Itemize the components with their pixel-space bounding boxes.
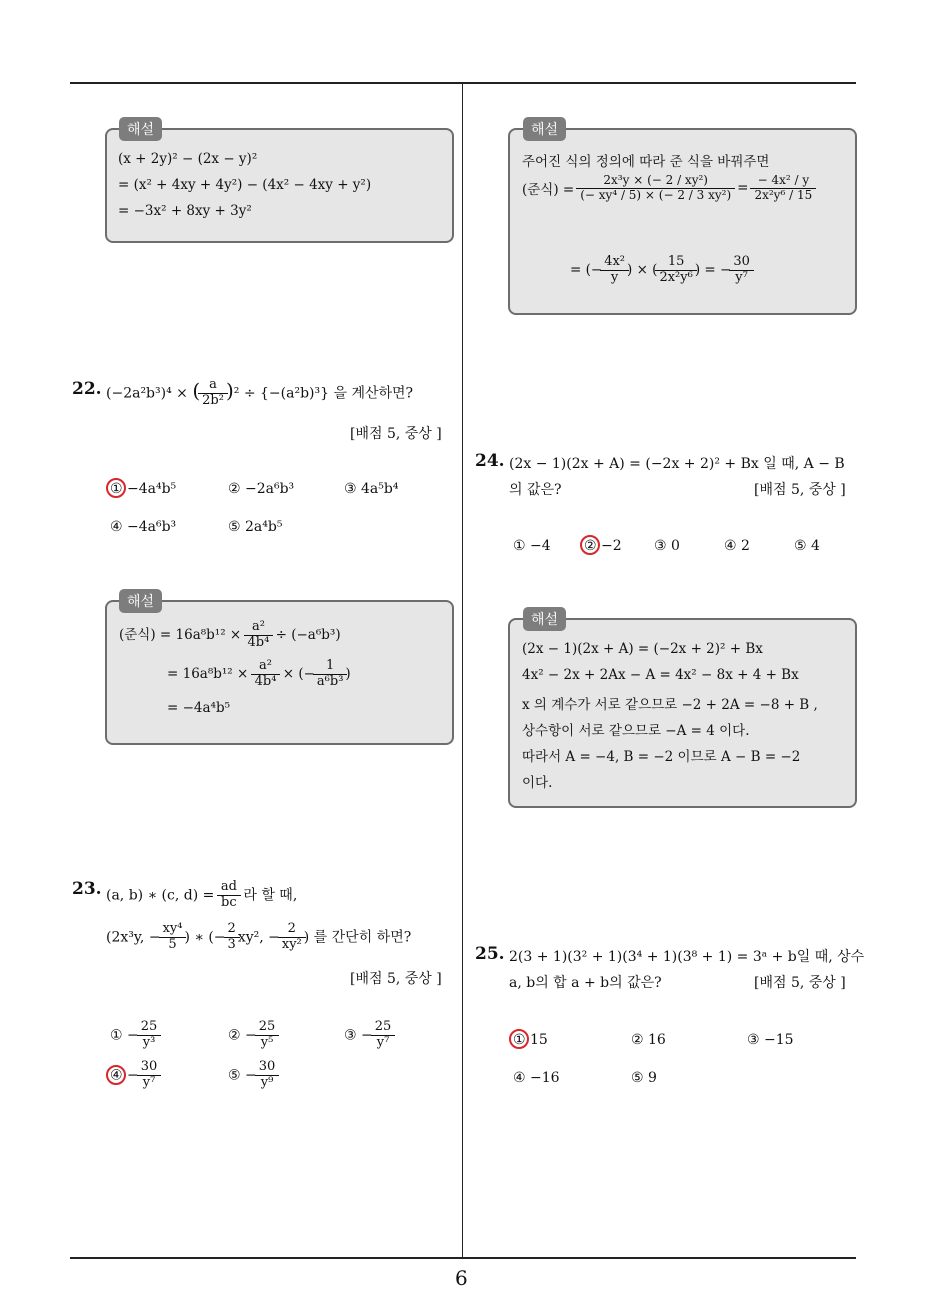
solution-line: = 16a⁸b¹² × $\frac{\text{a²}}{\text{4b⁴}}$ × (− $\frac{1}{\text{a⁶b³}}$ ) bbox=[167, 658, 351, 689]
question-text: (a, b) ∗ (c, d) = $\frac{ad}{bc}$ 라 할 때, bbox=[106, 879, 298, 910]
solution-line: 4x² − 2x + 2Ax − A = 4x² − 8x + 4 + Bx bbox=[522, 667, 799, 683]
page-number: 6 bbox=[455, 1266, 468, 1290]
solution-line: = −4a⁴b⁵ bbox=[167, 700, 231, 716]
solution-line: = −3x² + 8xy + 3y² bbox=[118, 203, 252, 219]
solution-line: = (x² + 4xy + 4y²) − (4x² − 4xy + y²) bbox=[118, 177, 372, 193]
column-divider bbox=[462, 83, 463, 1258]
solution-tag: 해설 bbox=[119, 117, 162, 141]
choice-3[interactable]: ③ −15 bbox=[747, 1032, 794, 1048]
choice-3[interactable]: ③ − $\frac{25}{\text{y⁷}}$ bbox=[344, 1020, 393, 1051]
choice-4[interactable]: ④ −16 bbox=[513, 1070, 560, 1086]
choice-1[interactable]: ① − $\frac{25}{\text{y³}}$ bbox=[110, 1020, 159, 1051]
question-text: a, b의 합 a + b의 값은? bbox=[509, 975, 662, 991]
solution-line: 상수항이 서로 같으므로 −A = 4 이다. bbox=[522, 723, 750, 739]
choice-2[interactable]: ② 16 bbox=[631, 1032, 666, 1048]
solution-line: (2x − 1)(2x + A) = (−2x + 2)² + Bx bbox=[522, 641, 763, 657]
choice-4[interactable]: ④ 2 bbox=[724, 538, 750, 554]
question-text: 의 값은? bbox=[509, 482, 562, 498]
solution-line: (준식) = $\frac{\text{2x³y × (− 2 / xy²)}}{\text{(− xy⁴ / 5) × (− 2 / 3 xy²)}}$ = $\frac{\text{− 4x² / y}}{\text{2x²y⁶ / 15}}$ bbox=[522, 174, 814, 203]
question-number: 25. bbox=[475, 944, 505, 964]
choice-5[interactable]: ⑤ − $\frac{30}{\text{y⁹}}$ bbox=[228, 1060, 277, 1091]
choice-3[interactable]: ③ 0 bbox=[654, 538, 680, 554]
choice-5[interactable]: ⑤ 4 bbox=[794, 538, 820, 554]
choice-2[interactable]: ② − $\frac{25}{\text{y⁵}}$ bbox=[228, 1020, 277, 1051]
score-label: [배점 5, 중상 ] bbox=[350, 971, 442, 987]
question-number: 23. bbox=[72, 879, 102, 899]
score-label: [배점 5, 중상 ] bbox=[350, 426, 442, 442]
choice-2[interactable]: ② −2 bbox=[584, 538, 622, 554]
solution-line: (x + 2y)² − (2x − y)² bbox=[118, 151, 258, 167]
bottom-rule bbox=[70, 1257, 856, 1259]
question-text: 2(3 + 1)(3² + 1)(3⁴ + 1)(3⁸ + 1) = 3ᵃ + b일 때, 상수 bbox=[509, 949, 865, 965]
solution-line: (준식) = 16a⁸b¹² × $\frac{\text{a²}}{\text{4b⁴}}$ ÷ (−a⁶b³) bbox=[119, 619, 341, 650]
choice-1[interactable]: ① −4 bbox=[513, 538, 551, 554]
choice-2[interactable]: ② −2a⁶b³ bbox=[228, 481, 295, 497]
solution-line: 주어진 식의 정의에 따라 준 식을 바꿔주면 bbox=[522, 154, 770, 170]
solution-line: 따라서 A = −4, B = −2 이므로 A − B = −2 bbox=[522, 749, 801, 765]
choice-3[interactable]: ③ 4a⁵b⁴ bbox=[344, 481, 399, 497]
solution-tag: 해설 bbox=[119, 589, 162, 613]
choice-5[interactable]: ⑤ 2a⁴b⁵ bbox=[228, 519, 283, 535]
choice-4[interactable]: ④ − $\frac{30}{\text{y⁷}}$ bbox=[110, 1060, 159, 1091]
choice-1[interactable]: ① −4a⁴b⁵ bbox=[110, 481, 177, 497]
solution-line: x 의 계수가 서로 같으므로 −2 + 2A = −8 + B , bbox=[522, 697, 818, 713]
question-text: (2x³y, − $\frac{\text{xy⁴}}{5}$ ) ∗ (− $\frac{2}{3}$ xy², − $\frac{2}{\text{xy²}}$ ) 를 간단히 하면? bbox=[106, 921, 412, 952]
question-text: (−2a²b³)⁴ × ( $\frac{a}{\text{2b²}}$ )² ÷ {−(a²b)³} 을 계산하면? bbox=[106, 377, 414, 408]
solution-line: = (− $\frac{\text{4x²}}{y}$ ) × ( $\frac{15}{\text{2x²y⁶}}$ ) = − $\frac{30}{\text{y⁷}}$ bbox=[570, 255, 752, 286]
score-label: [배점 5, 중상 ] bbox=[754, 975, 846, 991]
choice-4[interactable]: ④ −4a⁶b³ bbox=[110, 519, 177, 535]
solution-line: 이다. bbox=[522, 775, 553, 791]
solution-tag: 해설 bbox=[523, 607, 566, 631]
question-number: 22. bbox=[72, 379, 102, 399]
choice-1[interactable]: ① 15 bbox=[513, 1032, 548, 1048]
score-label: [배점 5, 중상 ] bbox=[754, 482, 846, 498]
choice-5[interactable]: ⑤ 9 bbox=[631, 1070, 657, 1086]
question-text: (2x − 1)(2x + A) = (−2x + 2)² + Bx 일 때, A − B bbox=[509, 456, 845, 472]
question-number: 24. bbox=[475, 451, 505, 471]
solution-tag: 해설 bbox=[523, 117, 566, 141]
